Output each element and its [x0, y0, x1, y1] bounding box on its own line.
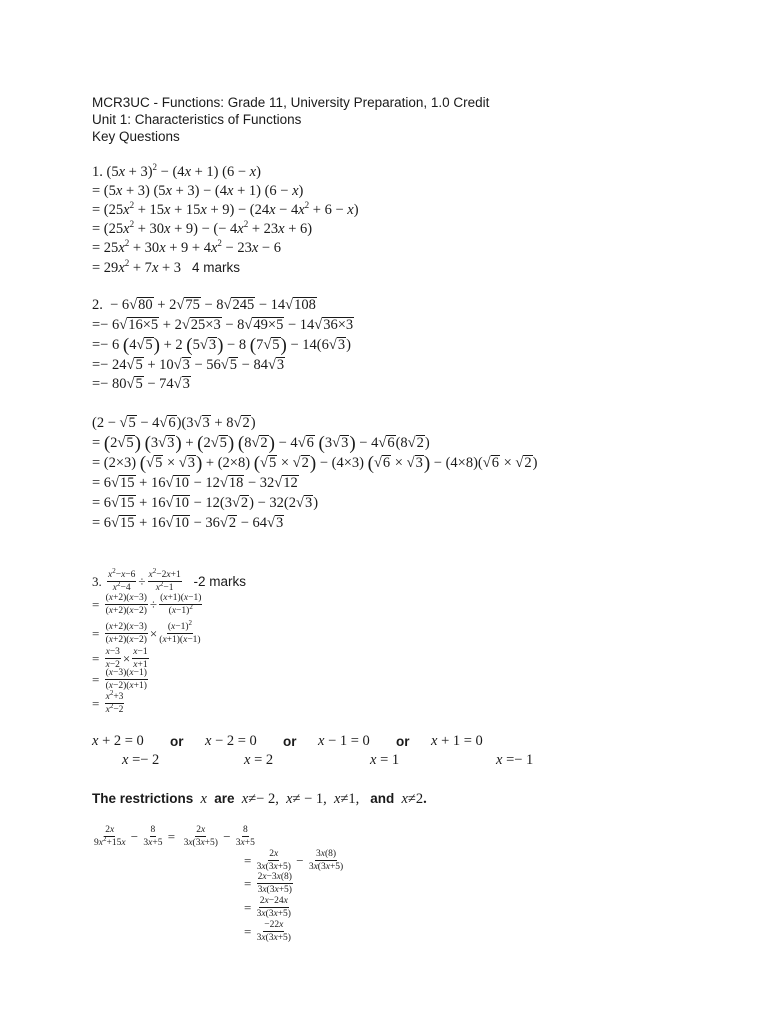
q4-line-4: = $\frac{2x-24x}{3x(3x+5)}$: [244, 896, 291, 919]
q1-line-5: = $25x^2 + 30x + 9 + 4x^2 - 23x - 6$: [92, 238, 281, 256]
sol-1: x =− 2: [122, 752, 160, 768]
q1-line-2: = (5x + 3) (5x + 3) − (4x + 1) (6 − x): [92, 183, 304, 199]
q3-line-4: = $\frac{x-3}{x-2}$ × $\frac{x-1}{x+1}$: [92, 647, 148, 670]
q2b-line-1: (2 − √5 − 4√6)(3√3 + 8√2): [92, 415, 256, 431]
q1-marks: 4 marks: [191, 260, 240, 275]
eq-x-minus-2: x − 2 = 0: [205, 733, 257, 749]
eq-x-plus-1: x + 1 = 0: [431, 733, 483, 749]
q2-line-5: =− 80√5 − 74√3: [92, 376, 190, 392]
q1-line-3: = $(25x^2 + 15x + 15x + 9) - (24x - 4x^2 + 6 - x)$: [92, 200, 359, 218]
or-word-1: or: [170, 734, 184, 749]
q2-line-2: =− 6√16×5 + 2√25×3 − 8√49×5 − 14√36×3: [92, 317, 354, 333]
q2b-line-4: = 6√15 + 16√10 − 12√18 − 32√12: [92, 475, 298, 491]
q3-line-6: = $\frac{x^2+3}{x^2-2}$: [92, 689, 124, 715]
q2b-line-2: = (2√5) (3√3) + (2√5) (8√2) − 4√6 (3√3) − 4√6(8√2): [92, 433, 430, 454]
q3-line-5: = $\frac{(x-3)(x-1)}{(x-2)(x+1)}$: [92, 668, 147, 691]
q3-marks: -2 marks: [193, 574, 246, 589]
q3-line-3: = $\frac{(x+2)(x-3)}{(x+2)(x-2)}$ × $\frac{(x-1)^2}{(x+1)(x-1)}$: [92, 619, 201, 645]
q1-line-6: = $29x^2 + 7x + 3$ 4 marks: [92, 258, 240, 276]
q3-line-2: = $\frac{(x+2)(x-3)}{(x+2)(x-2)}$ ÷ $\frac{(x+1)(x-1)}{(x-1)^2}$: [92, 593, 202, 616]
q1-line-1: 1. $(5x + 3)^2 - (4x + 1)$ (6 − x): [92, 162, 261, 180]
section-title: Key Questions: [92, 129, 180, 144]
q4-line-3: = $\frac{2x-3x(8)}{3x(3x+5)}$: [244, 872, 292, 895]
q2-line-3: =− 6 (4√5) + 2 (5√3) − 8 (7√5) − 14(6√3): [92, 335, 351, 356]
unit-title: Unit 1: Characteristics of Functions: [92, 112, 302, 127]
q2b-line-3: = (2×3) (√5 × √3) + (2×8) (√5 × √2) − (4×3) (√6 × √3) − (4×8)(√6 × √2): [92, 453, 538, 474]
eq-x-plus-2: x + 2 = 0: [92, 733, 144, 749]
q2b-line-6: = 6√15 + 16√10 − 36√2 − 64√3: [92, 515, 284, 531]
restrictions-sentence: The restrictions x are x≠− 2, x≠ − 1, x≠1, and x≠2.: [92, 791, 427, 807]
eq-x-minus-1: x − 1 = 0: [318, 733, 370, 749]
sol-3: x = 1: [370, 752, 400, 768]
q2b-line-5: = 6√15 + 16√10 − 12(3√2) − 32(2√3): [92, 495, 319, 511]
sol-4: x =− 1: [496, 752, 534, 768]
course-title: MCR3UC - Functions: Grade 11, University Preparation, 1.0 Credit: [92, 95, 490, 110]
q4-line-2: = $\frac{2x}{3x(3x+5)}$ − $\frac{3x(8)}{3x(3x+5)}$: [244, 849, 344, 872]
q4-line-1: $\frac{2x}{9x^2+15x}$ − $\frac{8}{3x+5}$ = $\frac{2x}{3x(3x+5)}$ − $\frac{8}{3x+5}$: [94, 825, 255, 848]
or-word-2: or: [283, 734, 297, 749]
q2-line-4: =− 24√5 + 10√3 − 56√5 − 84√3: [92, 357, 285, 373]
sol-2: x = 2: [244, 752, 274, 768]
q1-line-4: = $(25x^2 + 30x + 9)$ − (− $4x^2 + 23x + 6$): [92, 219, 313, 237]
q3-line-1: 3. $\frac{x^2-x-6}{x^2-4}$ ÷ $\frac{x^2-2x+1}{x^2-1}$ -2 marks: [92, 567, 246, 593]
or-word-3: or: [396, 734, 410, 749]
q2-line-1: 2. − 6√80 + 2√75 − 8√245 − 14√108: [92, 297, 316, 313]
q4-line-5: = $\frac{-22x}{3x(3x+5)}$: [244, 920, 291, 943]
